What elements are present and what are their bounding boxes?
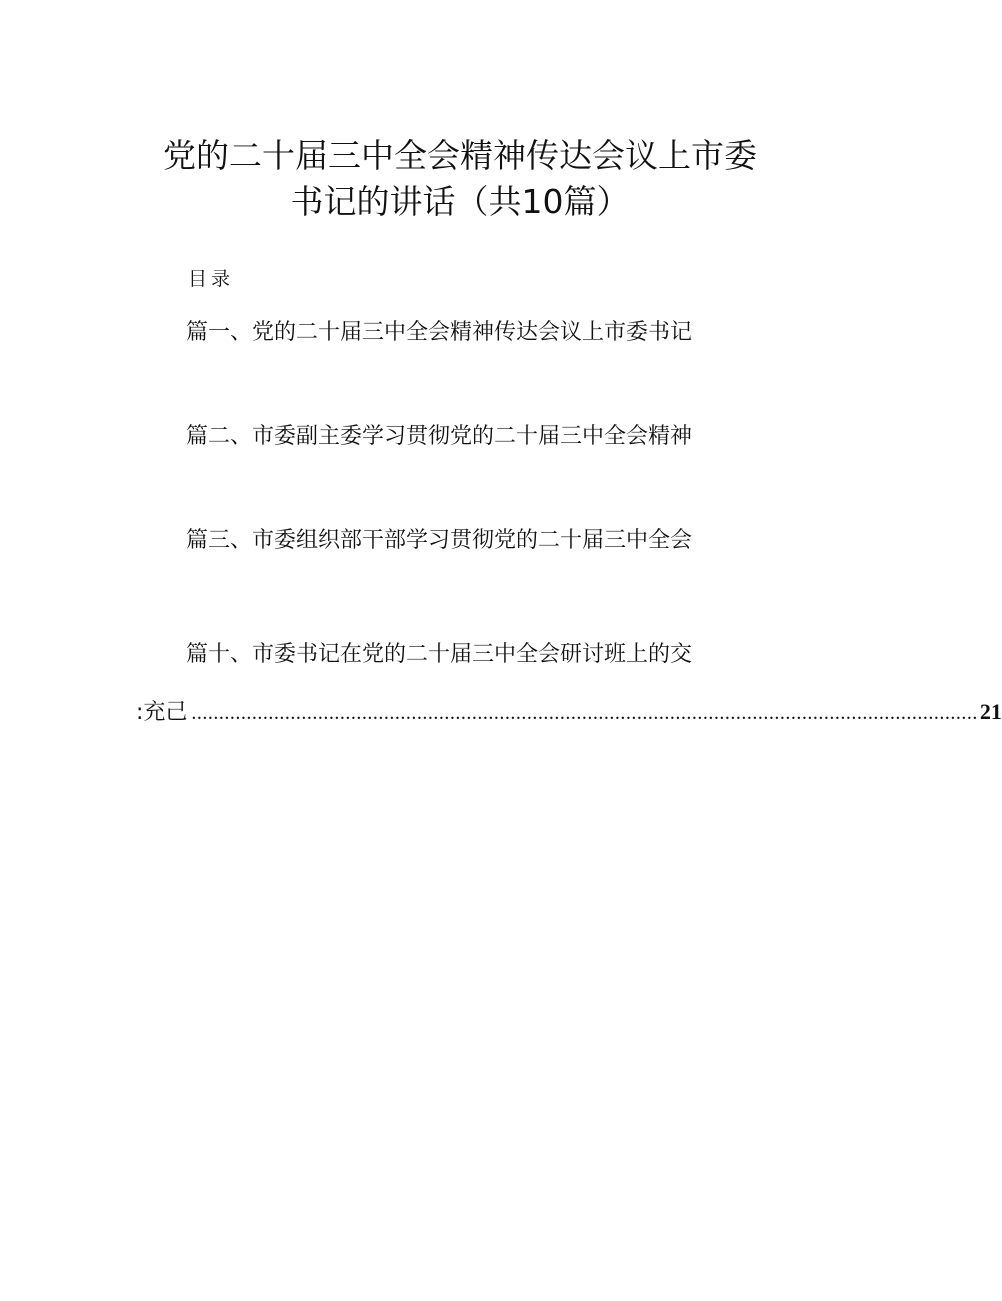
toc-entry-4[interactable]: 篇十、市委书记在党的二十届三中全会研讨班上的交 [186, 642, 693, 667]
toc-entry-1[interactable]: 篇一、党的二十届三中全会精神传达会议上市委书记 [186, 320, 693, 345]
toc-entry-4-continuation-text: :充己 [136, 700, 188, 725]
toc-heading: 目录 [188, 268, 235, 290]
toc-page-number: 21 [979, 699, 1002, 724]
document-title-line-1: 党的二十届三中全会精神传达会议上市委 [163, 136, 757, 175]
toc-entry-4-continuation[interactable] [136, 696, 1002, 728]
toc-dot-leader: ............................................................................................................................................... [191, 702, 978, 724]
toc-entry-3[interactable]: 篇三、市委组织部干部学习贯彻党的二十届三中全会 [186, 528, 693, 553]
document-title-line-2: 书记的讲话（共10篇） [290, 182, 630, 221]
toc-entry-2[interactable]: 篇二、市委副主委学习贯彻党的二十届三中全会精神 [186, 424, 693, 449]
